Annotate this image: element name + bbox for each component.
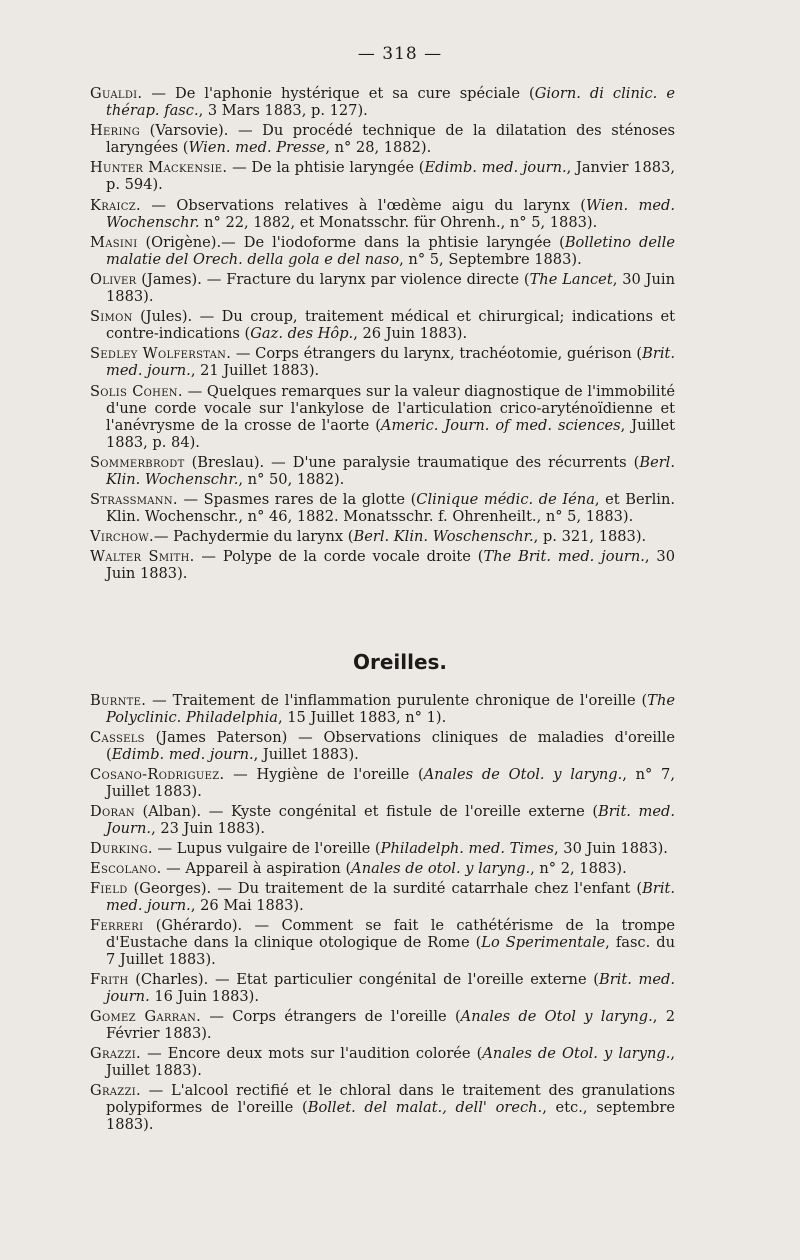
entry-text: — Hygiène de l'oreille ( (224, 766, 424, 783)
entry-author: Sommerbrodt (90, 453, 185, 471)
bibliography-entry (90, 1082, 675, 1133)
bibliography-entry (90, 528, 675, 545)
entry-source: Edimb. med. journ. (111, 746, 254, 763)
entry-text: (Alban). — Kyste congénital et fistule de l'oreille externe ( (134, 803, 599, 820)
entry-text: — Observations relatives à l'œdème aigu du larynx ( (140, 196, 586, 214)
bibliography-entry (90, 766, 675, 800)
entry-text: (Origène).— De l'iodoforme dans la phtisie laryngée ( (137, 233, 565, 251)
entry-author: Grazzi. (90, 1045, 141, 1062)
entry-text-end: , Juillet 1883). (106, 1045, 675, 1079)
entry-author: Doran (90, 803, 135, 820)
entry-text-end: , fasc. du 7 Juillet 1883). (106, 934, 676, 968)
bibliography-entry (90, 917, 675, 968)
entry-source: The Polyclinic. Philadelphia (106, 692, 675, 726)
entry-text-end: , Juillet 1883). (253, 746, 359, 763)
entry-author: Gualdi. (90, 85, 143, 102)
entry-text-end: , 23 Juin 1883). (151, 820, 265, 837)
entry-source: Berl. Klin. Woschenschr. (353, 528, 534, 546)
bibliography-entry (90, 308, 675, 342)
bibliography-entry (90, 729, 675, 763)
entry-text: — De la phtisie laryngée ( (227, 159, 425, 177)
bibliography-entry (90, 159, 675, 193)
entry-text-end: , n° 28, 1882). (325, 139, 432, 157)
entry-author: Masini (90, 233, 138, 251)
entry-author: Walter Smith. (90, 548, 195, 566)
entry-source: Brit. med. journ. (106, 345, 675, 380)
entry-text: — Traitement de l'inflammation purulente chronique de l'oreille ( (146, 692, 648, 709)
bibliography-entry (90, 971, 675, 1005)
entry-source: Berl. Klin. Wochenschr. (106, 453, 675, 488)
bibliography-entry (90, 197, 675, 231)
entry-source: Anales de Otol. y laryng. (423, 766, 623, 783)
entry-author: Strassmann. (90, 490, 178, 508)
entry-text-end: , 30 Juin 1883). (106, 548, 675, 583)
entry-text-end: , 21 Juillet 1883). (190, 362, 320, 380)
entry-text-end: , p. 321, 1883). (533, 528, 647, 546)
entry-author: Field (90, 880, 128, 897)
entry-text: (Jules). — Du croup, traitement médical et chirurgical; indications et contre-indications ( (106, 308, 675, 343)
entry-author: Gomez Garran. (90, 1008, 202, 1025)
entry-text-end: , 2 Février 1883). (106, 1008, 675, 1042)
entry-text-end: , 30 Juin 1883). (106, 270, 675, 305)
bibliography-entry (90, 122, 675, 156)
entry-text-end: , Janvier 1883, p. 594). (106, 159, 676, 194)
bibliography-entry (90, 271, 675, 305)
entry-author: Hunter Mackensie. (90, 159, 228, 177)
entry-text: (Georges). — Du traitement de la surdité catarrhale chez l'enfant ( (127, 880, 643, 897)
entry-source: Giorn. di clinic. e thérap. fasc. (106, 85, 675, 119)
bibliography-section-oreilles (90, 692, 675, 1136)
entry-text: (Breslau). — D'une paralysie traumatique des récurrents ( (184, 453, 640, 471)
bibliography-entry (90, 548, 675, 582)
entry-text: — Spasmes rares de la glotte ( (177, 490, 417, 508)
entry-text: — Quelques remarques sur la valeur diagnostique de l'immobilité d'une corde vocale sur l'ankylose de l'articulation crico-aryténoïdienne et l'anévrysme de la crosse de l'aorte ( (106, 382, 676, 434)
bibliography-entry (90, 880, 675, 914)
entry-source: Lo Sperimentale (481, 934, 606, 951)
entry-text-end: , etc., septembre 1883). (106, 1099, 675, 1133)
entry-source: Americ. Journ. of med. sciences (380, 416, 621, 434)
entry-author: Cosano-Rodriguez. (90, 766, 225, 783)
entry-author: Grazzi. (90, 1082, 141, 1099)
entry-author: Durking. (90, 840, 153, 857)
entry-source: Wien. med. Presse (188, 139, 326, 157)
entry-text-end: 16 Juin 1883). (149, 988, 260, 1005)
entry-text: — De l'aphonie hystérique et sa cure spéciale ( (142, 85, 535, 102)
entry-source: Brit. med. journ. (106, 880, 675, 914)
bibliography-entry (90, 383, 675, 451)
entry-source: Clinique médic. de Iéna (416, 490, 595, 508)
bibliography-section-larynx (90, 85, 675, 585)
entry-author: Sedley Wolferstan. (90, 345, 232, 363)
entry-text-end: , 15 Juillet 1883, n° 1). (277, 709, 447, 726)
entry-source: Bollet. del malat., dell' orech. (307, 1099, 543, 1116)
bibliography-entry (90, 491, 675, 525)
entry-text: — Pachydermie du larynx ( (153, 528, 354, 546)
entry-source: Anales de otol. y laryng. (351, 860, 531, 877)
entry-text-end: , 26 Juin 1883). (353, 325, 468, 343)
entry-source: The Brit. med. journ. (483, 548, 645, 566)
bibliography-entry (90, 840, 675, 857)
entry-source: The Lancet (529, 270, 613, 288)
entry-author: Burnte. (90, 692, 147, 709)
entry-source: Anales de Otol y laryng. (460, 1008, 653, 1025)
bibliography-entry (90, 860, 675, 877)
entry-author: Simon (90, 308, 133, 326)
entry-text: (Varsovie). — Du procédé technique de la dilatation des sténoses laryngées ( (106, 122, 675, 157)
entry-author: Hering (90, 122, 141, 140)
entry-text-end: , 30 Juin 1883). (554, 840, 668, 857)
entry-text: (James Paterson) — Observations cliniques de maladies d'oreille ( (106, 729, 675, 763)
section-title-oreilles: Oreilles. (352, 650, 448, 674)
entry-text: (Ghérardo). — Comment se fait le cathétérisme de la trompe d'Eustache dans la clinique otologique de Rome ( (106, 917, 675, 951)
entry-text-end: , n° 50, 1882). (238, 470, 345, 488)
entry-author: Escolano. (90, 860, 162, 877)
entry-text-end: , et Berlin. Klin. Wochenschr., n° 46, 1882. Monatsschr. f. Ohrenheilt., n° 5, 1883). (106, 490, 676, 525)
entry-author: Cassels (90, 729, 145, 746)
entry-text-end: n° 22, 1882, et Monatsschr. für Ohrenh., n° 5, 1883). (199, 213, 598, 231)
entry-source: Brit. med. journ. (106, 971, 676, 1005)
entry-text-end: , n° 2, 1883). (530, 860, 627, 877)
entry-author: Virchow. (90, 528, 154, 546)
entry-source: Gaz. des Hôp. (250, 325, 354, 343)
entry-author: Solis Cohen. (90, 382, 183, 400)
entry-text-end: , Juillet 1883, p. 84). (106, 416, 676, 451)
bibliography-entry (90, 692, 675, 726)
entry-text: — Encore deux mots sur l'audition colorée ( (141, 1045, 483, 1062)
entry-text-end: , 3 Mars 1883, p. 127). (198, 102, 368, 119)
entry-text: — Appareil à aspiration ( (161, 860, 352, 877)
entry-text: — L'alcool rectifié et le chloral dans le traitement des granulations polypiformes de l'oreille ( (106, 1082, 675, 1116)
entry-text-end: , 26 Mai 1883). (190, 897, 304, 914)
bibliography-entry (90, 803, 675, 837)
entry-source: Philadelph. med. Times (380, 840, 555, 857)
entry-source: Brit. med. Journ. (106, 803, 676, 837)
entry-source: Bolletino delle malatie del Orech. della gola e del naso (106, 233, 675, 268)
bibliography-entry (90, 234, 675, 268)
entry-author: Oliver (90, 270, 137, 288)
entry-author: Kraicz. (90, 196, 141, 214)
bibliography-entry (90, 345, 675, 379)
entry-source: Edimb. med. journ. (424, 159, 567, 177)
bibliography-entry (90, 1045, 675, 1079)
entry-text-end: , n° 7, Juillet 1883). (106, 766, 675, 800)
bibliography-entry (90, 454, 675, 488)
entry-source: Anales de Otol. y laryng. (482, 1045, 671, 1062)
bibliography-entry (90, 1008, 675, 1042)
entry-text: — Lupus vulgaire de l'oreille ( (152, 840, 381, 857)
bibliography-entry (90, 85, 675, 119)
entry-text: (Charles). — Etat particulier congénital de l'oreille externe ( (128, 971, 599, 988)
entry-text: (James). — Fracture du larynx par violence directe ( (136, 270, 530, 288)
entry-author: Ferreri (90, 917, 144, 934)
entry-text-end: , n° 5, Septembre 1883). (399, 250, 582, 268)
entry-text: — Polype de la corde vocale droite ( (194, 548, 484, 566)
entry-text: — Corps étrangers du larynx, trachéotomie, guérison ( (231, 345, 643, 363)
page-number: — 318 — (357, 44, 443, 64)
entry-text: — Corps étrangers de l'oreille ( (201, 1008, 461, 1025)
entry-author: Frith (90, 971, 129, 988)
entry-source: Wien. med. Wochenschr. (106, 196, 675, 231)
